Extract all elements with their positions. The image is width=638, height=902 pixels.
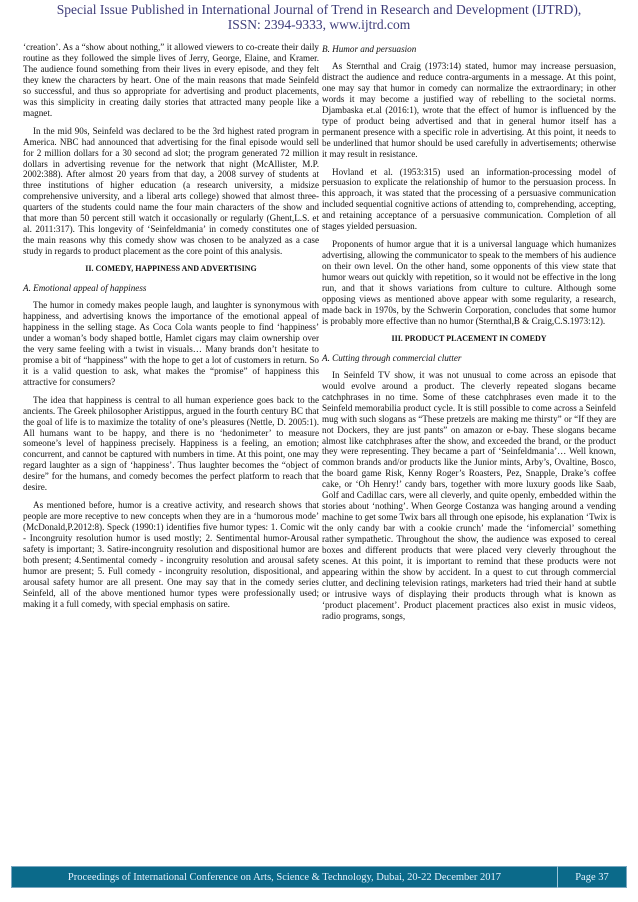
paragraph: Hovland et al. (1953:315) used an information-processing model of persuasion to explicate the relationship of humor to the persuasion process. In this approach, it was stated that the processing of a persuasive communication included sequential cognitive actions of attending to, comprehending, accepting, and retaining acceptance of a persuasive communication. Completion of all stages yielded persuasion. bbox=[322, 166, 616, 232]
journal-header bbox=[0, 0, 638, 32]
journal-header-line1: Special Issue Published in International Journal of Trend in Research and Development (IJTRD), bbox=[56, 2, 582, 17]
paragraph: In the mid 90s, Seinfeld was declared to be the 3rd highest rated program in America. NBC had announced that advertising for the final episode would sell for 2 million dollars for a 30 second ad slot; the program generated 72 million dollars in advertising revenue for the network that night (McAllister, M.P. 2002:388). After almost 20 years from that day, a 2008 survey of students at three institutions of higher education (a research university, a midsize comprehensive university, and a liberal arts college) showed that almost three-quarters of the students could name the four main characters of the show and that more than 50 percent still watch it occasionally or regularly (Ghent,L.S. et al. 2011:317). This longevity of ‘Seinfeldmania’ in comedy constitutes one of the main reasons why this comedy show was chosen to be analyzed as a case study in regards to product placement as the core point of this analysis. bbox=[23, 125, 319, 257]
section-heading: III. PRODUCT PLACEMENT IN COMEDY bbox=[391, 333, 547, 343]
paragraph: As mentioned before, humor is a creative activity, and research shows that people are more receptive to new concepts when they are in a ‘humorous mode’ (McDonald,P.2012:8). Speck (1990:1) identifies five humor types: 1. Comic wit - Incongruity resolution humor is used mostly; 2. Sentimental humor-Arousal safety is important; 3. Satire-incongruity resolution and dispositional humor are both present; 4.Sentimental comedy - incongruity resolution and arousal safety humor are present; 5. Full comedy - incongruity resolution, dispositional, and arousal safety humor are all present. One may say that in the comedy series Seinfeld, all of the above mentioned humor types were professionally used; making it a full comedy, with special emphasis on satire. bbox=[23, 500, 319, 609]
section-heading: II. COMEDY, HAPPINESS AND ADVERTISING bbox=[85, 264, 257, 274]
subsection-heading: B. Humor and persuasion bbox=[322, 44, 417, 54]
paragraph: ‘creation’. As a “show about nothing,” it allowed viewers to co-create their daily routine as they followed the simple lives of Jerry, George, Elaine, and Kramer. The audience found something from their lives in every episode, and they felt they knew the characters by heart. One of the main reasons that made Seinfeld so successful, and thus so appropriate for advertising and product placements, was this simplicity in creating daily stories that attracted many people like a magnet. bbox=[23, 42, 319, 118]
journal-header-line2: ISSN: 2394-9333, www.ijtrd.com bbox=[227, 17, 411, 32]
right-column bbox=[322, 42, 616, 629]
paragraph: The idea that happiness is central to all human experience goes back to the ancients. The Greek philosopher Aristippus, argued in the fourth century BC that the goal of life is to maximize the totality of one’s pleasures (Nettle, D. 2005:1). All humans want to be happy, and there is no ‘hedonimeter’ to measure someone’s level of happiness precisely. Happiness is a feeling, an emotion; concurrent, and cannot be captured with numbers in time. At this point, one may regard laughter as a sign of ‘happiness’. Thus laughter becomes the “object of desire” for the humans, and comedy becomes the perfect platform to reach that desire. bbox=[23, 394, 319, 493]
paragraph: Proponents of humor argue that it is a universal language which humanizes advertising, allowing the communicator to speak to the members of his audience on their own level. On the other hand, some opponents of this view state that humor wears out quickly with repetition, so it would not be effective in the long run, and that it shows variations from culture to culture. Although some opposing views as mentioned above appear with some regularity, a research, made back in 1970s, by the Schwerin Corporation, concludes that some humor is probably more effective than no humor (Sternthal,B & Craig,C.S.1973:12). bbox=[322, 239, 616, 326]
subsection-heading: A. Emotional appeal of happiness bbox=[23, 283, 147, 294]
subsection-heading: A. Cutting through commercial clutter bbox=[322, 352, 462, 363]
page-number: Page 37 bbox=[575, 871, 609, 883]
conference-footer bbox=[11, 866, 627, 888]
conference-name: Proceedings of International Conference on Arts, Science & Technology, Dubai, 20-22 December 2017 bbox=[67, 871, 502, 883]
paragraph: The humor in comedy makes people laugh, and laughter is synonymous with happiness, and advertising knows the importance of the emotional appeal of happiness in the selling stage. As Coca Cola wants people to find ‘happiness’ under a woman’s body shaped bottle, Hamlet cigars may claim ownership over the very same feeling with a twist in visuals… Many brands don’t hesitate to promise a bit of “happiness” with the hope to get a lot of customers in return. So it is a valid question to ask, what makes the “promise” of happiness this attractive for consumers? bbox=[23, 300, 319, 387]
paragraph: As Sternthal and Craig (1973:14) stated, humor may increase persuasion, distract the audience and reduce contra-arguments in a message. At this point, one may say that humor in comedy can normalize the extraordinary; in other words it may become a justified way of rebelling to the societal norms. Djambaska et.al (2016:1), wrote that the effect of humor is influenced by the type of product being advertised and that in general humor itself has a permanent presence with a specific role in advertising. At this point, it needs to be underlined that humor should be used carefully in advertisements; otherwise it may result in resistance. bbox=[322, 60, 616, 159]
left-column bbox=[23, 42, 319, 617]
paragraph: In Seinfeld TV show, it was not unusual to come across an episode that would evolve around a product. The cleverly repeated slogans became catchphrases in no time. Some of these catchphrases even made it to the Seinfeld memorabilia product cycle. It is still possible to come across a Seinfeld mug with such slogans as “These pretzels are making me thirsty” or “If they are not Dockers, they are just pants” on amazon or e-bay. These slogans became almost like catchphrases after the show, and exceeded the brand, or the product they were representing. They became a part of ‘Seinfeldmania’… Well known, common brands and/or products like the Junior mints, Arby’s, Ovaltine, Bosco, the board game Risk, Kenny Roger’s Roasters, Pez, Snapple, Drake’s coffee cake, or ‘Oh Henry!’ candy bars, together with more luxury goods like Saab, Golf and Cadillac cars, were all cleverly, and quite openly, embedded within the stories about ‘nothing’. When George Costanza was hanging around a vending machine to get some Twix bars all through one episode, his explanation ‘Twix is the only candy bar with a cookie crunch’ made the ‘infomercial’ something rather sympathetic. Throughout the show, the audience was exposed to cereal boxes and different products that were placed very cleverly throughout the scenes. At this point, it is important to remind that these products were not appearing within the show by accident. In a quest to cut through commercial clutter, and declining television ratings, marketers had tried their hand at subtle or intrusive ways of displaying their products through what is known as ‘product placement’. Product placement practices also exist in music videos, radio programs, songs, bbox=[322, 369, 616, 621]
